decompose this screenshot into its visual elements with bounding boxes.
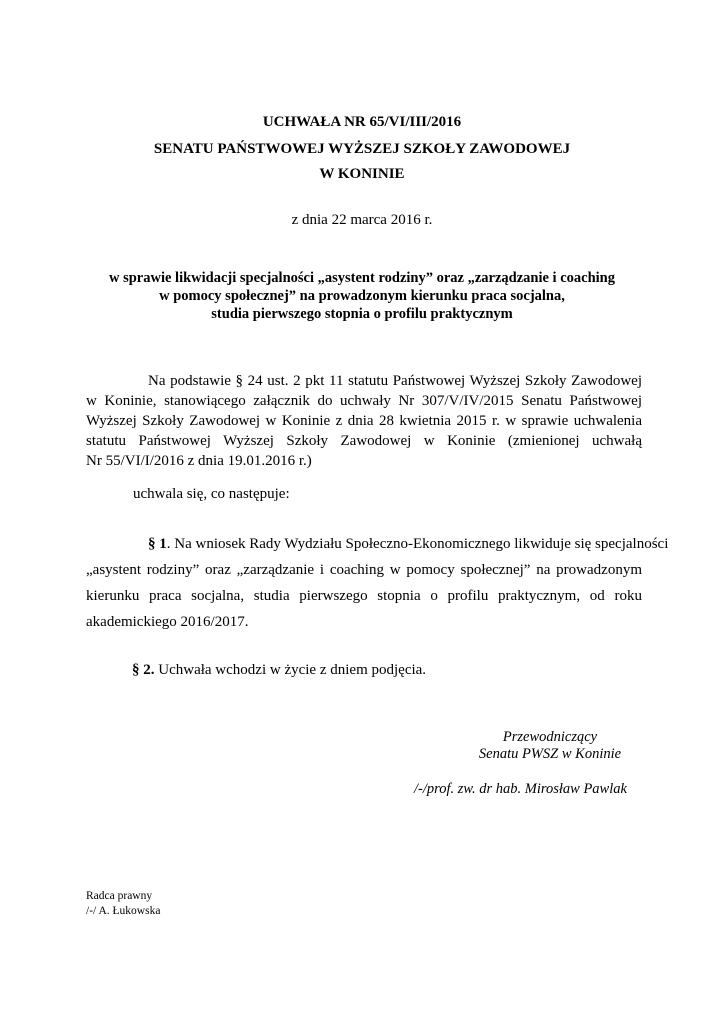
chairman-name: /-/prof. zw. dr hab. Mirosław Pawlak: [414, 781, 627, 797]
section-1-line: akademickiego 2016/2017.: [86, 614, 249, 630]
section-2-mark: § 2.: [132, 662, 155, 678]
subject-line-3: studia pierwszego stopnia o profilu praktycznym: [211, 306, 513, 322]
section-2-text: Uchwała wchodzi w życie z dniem podjęcia.: [154, 662, 427, 678]
legal-basis-line: Wyższej Szkoły Zawodowej w Koninie z dnia 28 kwietnia 2015 r. w sprawie uchwalenia: [86, 413, 642, 429]
section-2: [132, 660, 426, 680]
section-1: [86, 531, 669, 635]
chairman-body: Senatu PWSZ w Koninie: [478, 746, 622, 762]
section-1-mark: § 1: [148, 536, 167, 552]
section-1-line: [86, 531, 669, 557]
resolves-statement: uchwala się, co następuje:: [133, 486, 290, 502]
section-1-line: „asystent rodziny” oraz „zarządzanie i coaching w pomocy społecznej” na prowadzonym: [86, 562, 642, 578]
issuing-location: W KONINIE: [319, 166, 405, 182]
legal-counsel-name: /-/ A. Łukowska: [86, 905, 161, 917]
legal-basis-line: Nr 55/VI/I/2016 z dnia 19.01.2016 r.): [86, 453, 312, 469]
resolution-date: z dnia 22 marca 2016 r.: [291, 212, 433, 228]
chairman-role: Przewodniczący: [502, 729, 598, 745]
legal-counsel-role: Radca prawny: [86, 890, 153, 902]
subject-line-2: w pomocy społecznej” na prowadzonym kierunku praca socjalna,: [159, 288, 565, 304]
section-1-line: kierunku praca socjalna, studia pierwszego stopnia o profilu praktycznym, od roku: [86, 588, 642, 604]
section-1-text: . Na wniosek Rady Wydziału Społeczno-Ekonomicznego likwiduje się specjalności: [166, 536, 669, 552]
legal-basis-line: w Koninie, stanowiącego załącznik do uchwały Nr 307/V/IV/2015 Senatu Państwowej: [86, 393, 642, 409]
legal-basis-line: Na podstawie § 24 ust. 2 pkt 11 statutu Państwowej Wyższej Szkoły Zawodowej: [148, 373, 642, 389]
resolution-number: UCHWAŁA NR 65/VI/III/2016: [262, 114, 462, 130]
legal-basis-paragraph: [86, 371, 642, 471]
issuing-body: SENATU PAŃSTWOWEJ WYŻSZEJ SZKOŁY ZAWODOWEJ: [153, 141, 571, 157]
legal-basis-line: statutu Państwowej Wyższej Szkoły Zawodowej w Koninie (zmienionej uchwałą: [86, 433, 642, 449]
subject-line-1: w sprawie likwidacji specjalności „asystent rodziny” oraz „zarządzanie i coaching: [109, 270, 615, 286]
